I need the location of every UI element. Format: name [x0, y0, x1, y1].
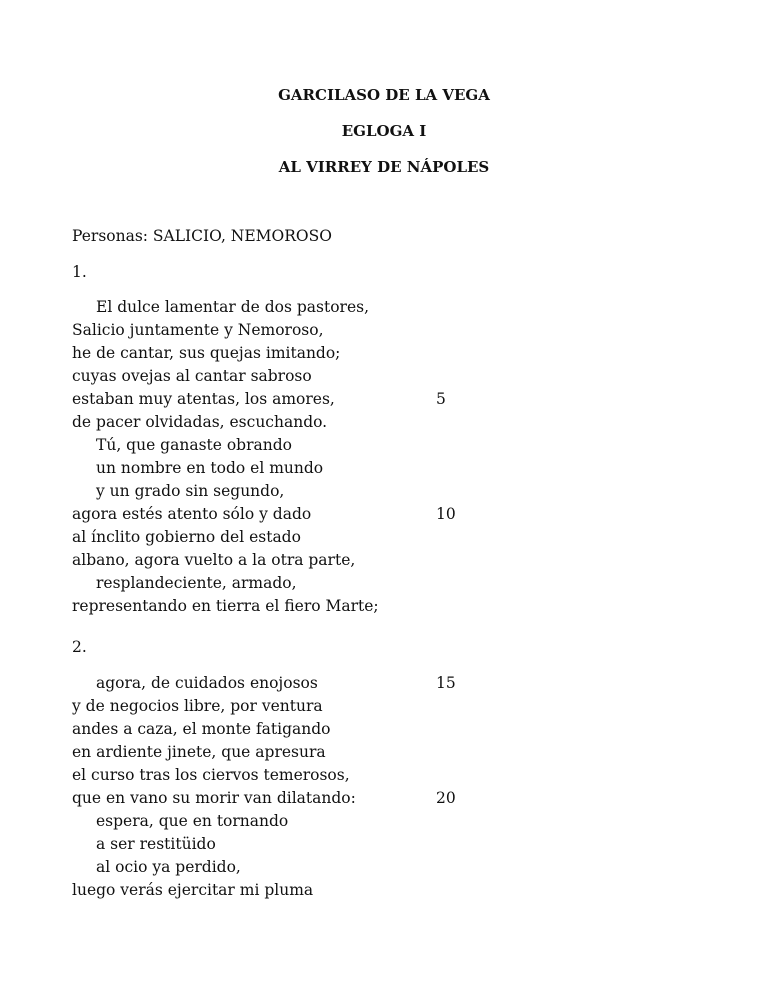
verse-line: agora, de cuidados enojosos — [96, 674, 318, 692]
verse-line: andes a caza, el monte fatigando — [72, 720, 331, 738]
verse-line: he de cantar, sus quejas imitando; — [72, 344, 341, 362]
verse-line: espera, que en tornando — [96, 812, 289, 830]
verse-line: el curso tras los ciervos temerosos, — [72, 766, 350, 784]
verse-line: Tú, que ganaste obrando — [96, 436, 292, 454]
verse-line: albano, agora vuelto a la otra parte, — [72, 551, 356, 569]
persons-line: Personas: SALICIO, NEMOROSO — [72, 227, 332, 245]
stanza-number: 2. — [72, 638, 87, 656]
line-number: 20 — [436, 789, 456, 807]
verse-line: luego verás ejercitar mi pluma — [72, 881, 314, 899]
verse-line: Salicio juntamente y Nemoroso, — [72, 321, 324, 339]
verse-line: en ardiente jinete, que apresura — [72, 743, 326, 761]
dedication-heading: AL VIRREY DE NÁPOLES — [278, 158, 490, 176]
verse-line: que en vano su morir van dilatando: — [72, 789, 356, 807]
author-heading: GARCILASO DE LA VEGA — [278, 86, 490, 104]
line-number: 5 — [436, 390, 446, 408]
line-number: 15 — [436, 674, 456, 692]
line-number: 10 — [436, 505, 456, 523]
work-title: EGLOGA I — [341, 122, 427, 140]
verse-line: al ocio ya perdido, — [96, 858, 241, 876]
verse-line: agora estés atento sólo y dado — [72, 505, 312, 523]
verse-line: a ser restitüido — [96, 835, 216, 853]
verse-line: representando en tierra el fiero Marte; — [72, 597, 379, 615]
verse-line: El dulce lamentar de dos pastores, — [96, 298, 369, 316]
verse-line: y de negocios libre, por ventura — [72, 697, 323, 715]
verse-line: y un grado sin segundo, — [96, 482, 285, 500]
stanza-number: 1. — [72, 263, 87, 281]
verse-line: estaban muy atentas, los amores, — [72, 390, 335, 408]
verse-line: resplandeciente, armado, — [96, 574, 297, 592]
verse-line: cuyas ovejas al cantar sabroso — [72, 367, 312, 385]
verse-line: de pacer olvidadas, escuchando. — [72, 413, 328, 431]
verse-line: al ínclito gobierno del estado — [72, 528, 301, 546]
verse-line: un nombre en todo el mundo — [96, 459, 324, 477]
